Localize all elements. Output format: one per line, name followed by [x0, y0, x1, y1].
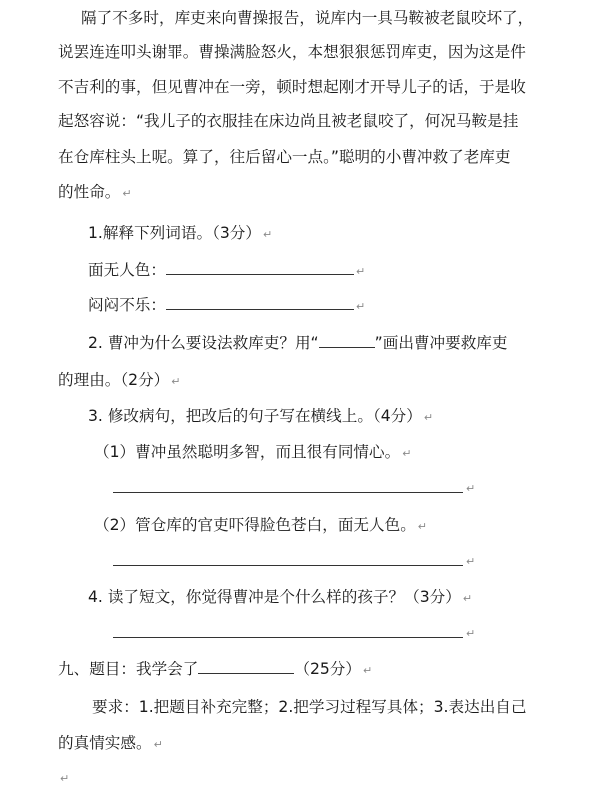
paragraph-mark: ↵: [355, 265, 366, 278]
passage-line-2: 说罢连连叩头谢罪。曹操满脸怒火，本想狠狠惩罚库吏，因为这是件: [58, 43, 526, 61]
section-9-requirement-1: 要求：1.把题目补充完整；2.把学习过程写具体；3.表达出自己: [92, 698, 527, 716]
question-2: 2. 曹冲为什么要设法救库吏？用“ ”画出曹冲要救库吏: [88, 334, 508, 352]
title-blank[interactable]: [198, 658, 294, 674]
question-2-cont: 的理由。（2分） ↵: [58, 371, 181, 389]
answer-blank[interactable]: [166, 259, 354, 275]
section-9-requirement-2: 的真情实感。 ↵: [58, 734, 163, 752]
paragraph-mark: ↵: [262, 228, 273, 241]
passage-line-3: 不吉利的事，但见曹冲在一旁，顿时想起刚才开导儿子的话，于是收: [58, 78, 526, 96]
q3-answer-line-1[interactable]: [113, 492, 463, 493]
paragraph-mark: ↵: [153, 738, 163, 751]
paragraph-mark: ↵: [417, 520, 428, 533]
paragraph-mark: ↵: [466, 555, 476, 568]
paragraph-mark: ↵: [423, 411, 434, 424]
paragraph-mark: ↵: [122, 187, 132, 200]
paragraph-mark: ↵: [171, 375, 181, 388]
q3-sentence-2: （2）管仓库的官吏吓得脸色苍白，面无人色。 ↵: [94, 516, 428, 534]
passage-line-6: 的性命。 ↵: [58, 183, 132, 201]
section-9-title: 九、题目：我学会了 （25分） ↵: [58, 660, 373, 678]
question-1: 1.解释下列词语。（3分） ↵: [88, 224, 273, 242]
passage-line-5: 在仓库柱头上呢。算了，往后留心一点。”聪明的小曹冲救了老库吏: [58, 148, 511, 166]
paragraph-mark: ↵: [355, 300, 366, 313]
passage-line-4: 起怒容说：“我儿子的衣服挂在床边尚且被老鼠咬了，何况马鞍是挂: [58, 112, 519, 130]
paragraph-mark: ↵: [462, 592, 473, 605]
answer-blank[interactable]: [166, 294, 354, 310]
question-4: 4. 读了短文，你觉得曹冲是个什么样的孩子？（3分） ↵: [88, 588, 473, 606]
underline-marker-blank: [319, 332, 375, 348]
q1-term-1: 面无人色： ↵: [88, 261, 366, 279]
paragraph-mark: ↵: [466, 627, 476, 640]
q3-answer-line-2[interactable]: [113, 565, 463, 566]
paragraph-mark: ↵: [402, 447, 412, 460]
q3-sentence-1: （1）曹冲虽然聪明多智，而且很有同情心。 ↵: [94, 443, 412, 461]
paragraph-mark: ↵: [466, 482, 476, 495]
passage-line-1: 隔了不多时，库吏来向曹操报告，说库内一具马鞍被老鼠咬坏了，: [81, 9, 534, 27]
paragraph-mark: ↵: [362, 664, 373, 677]
q1-term-2: 闷闷不乐： ↵: [88, 296, 366, 314]
q4-answer-line[interactable]: [113, 637, 463, 638]
paragraph-mark: ↵: [60, 772, 70, 785]
question-3: 3. 修改病句，把改后的句子写在横线上。（4分） ↵: [88, 407, 434, 425]
